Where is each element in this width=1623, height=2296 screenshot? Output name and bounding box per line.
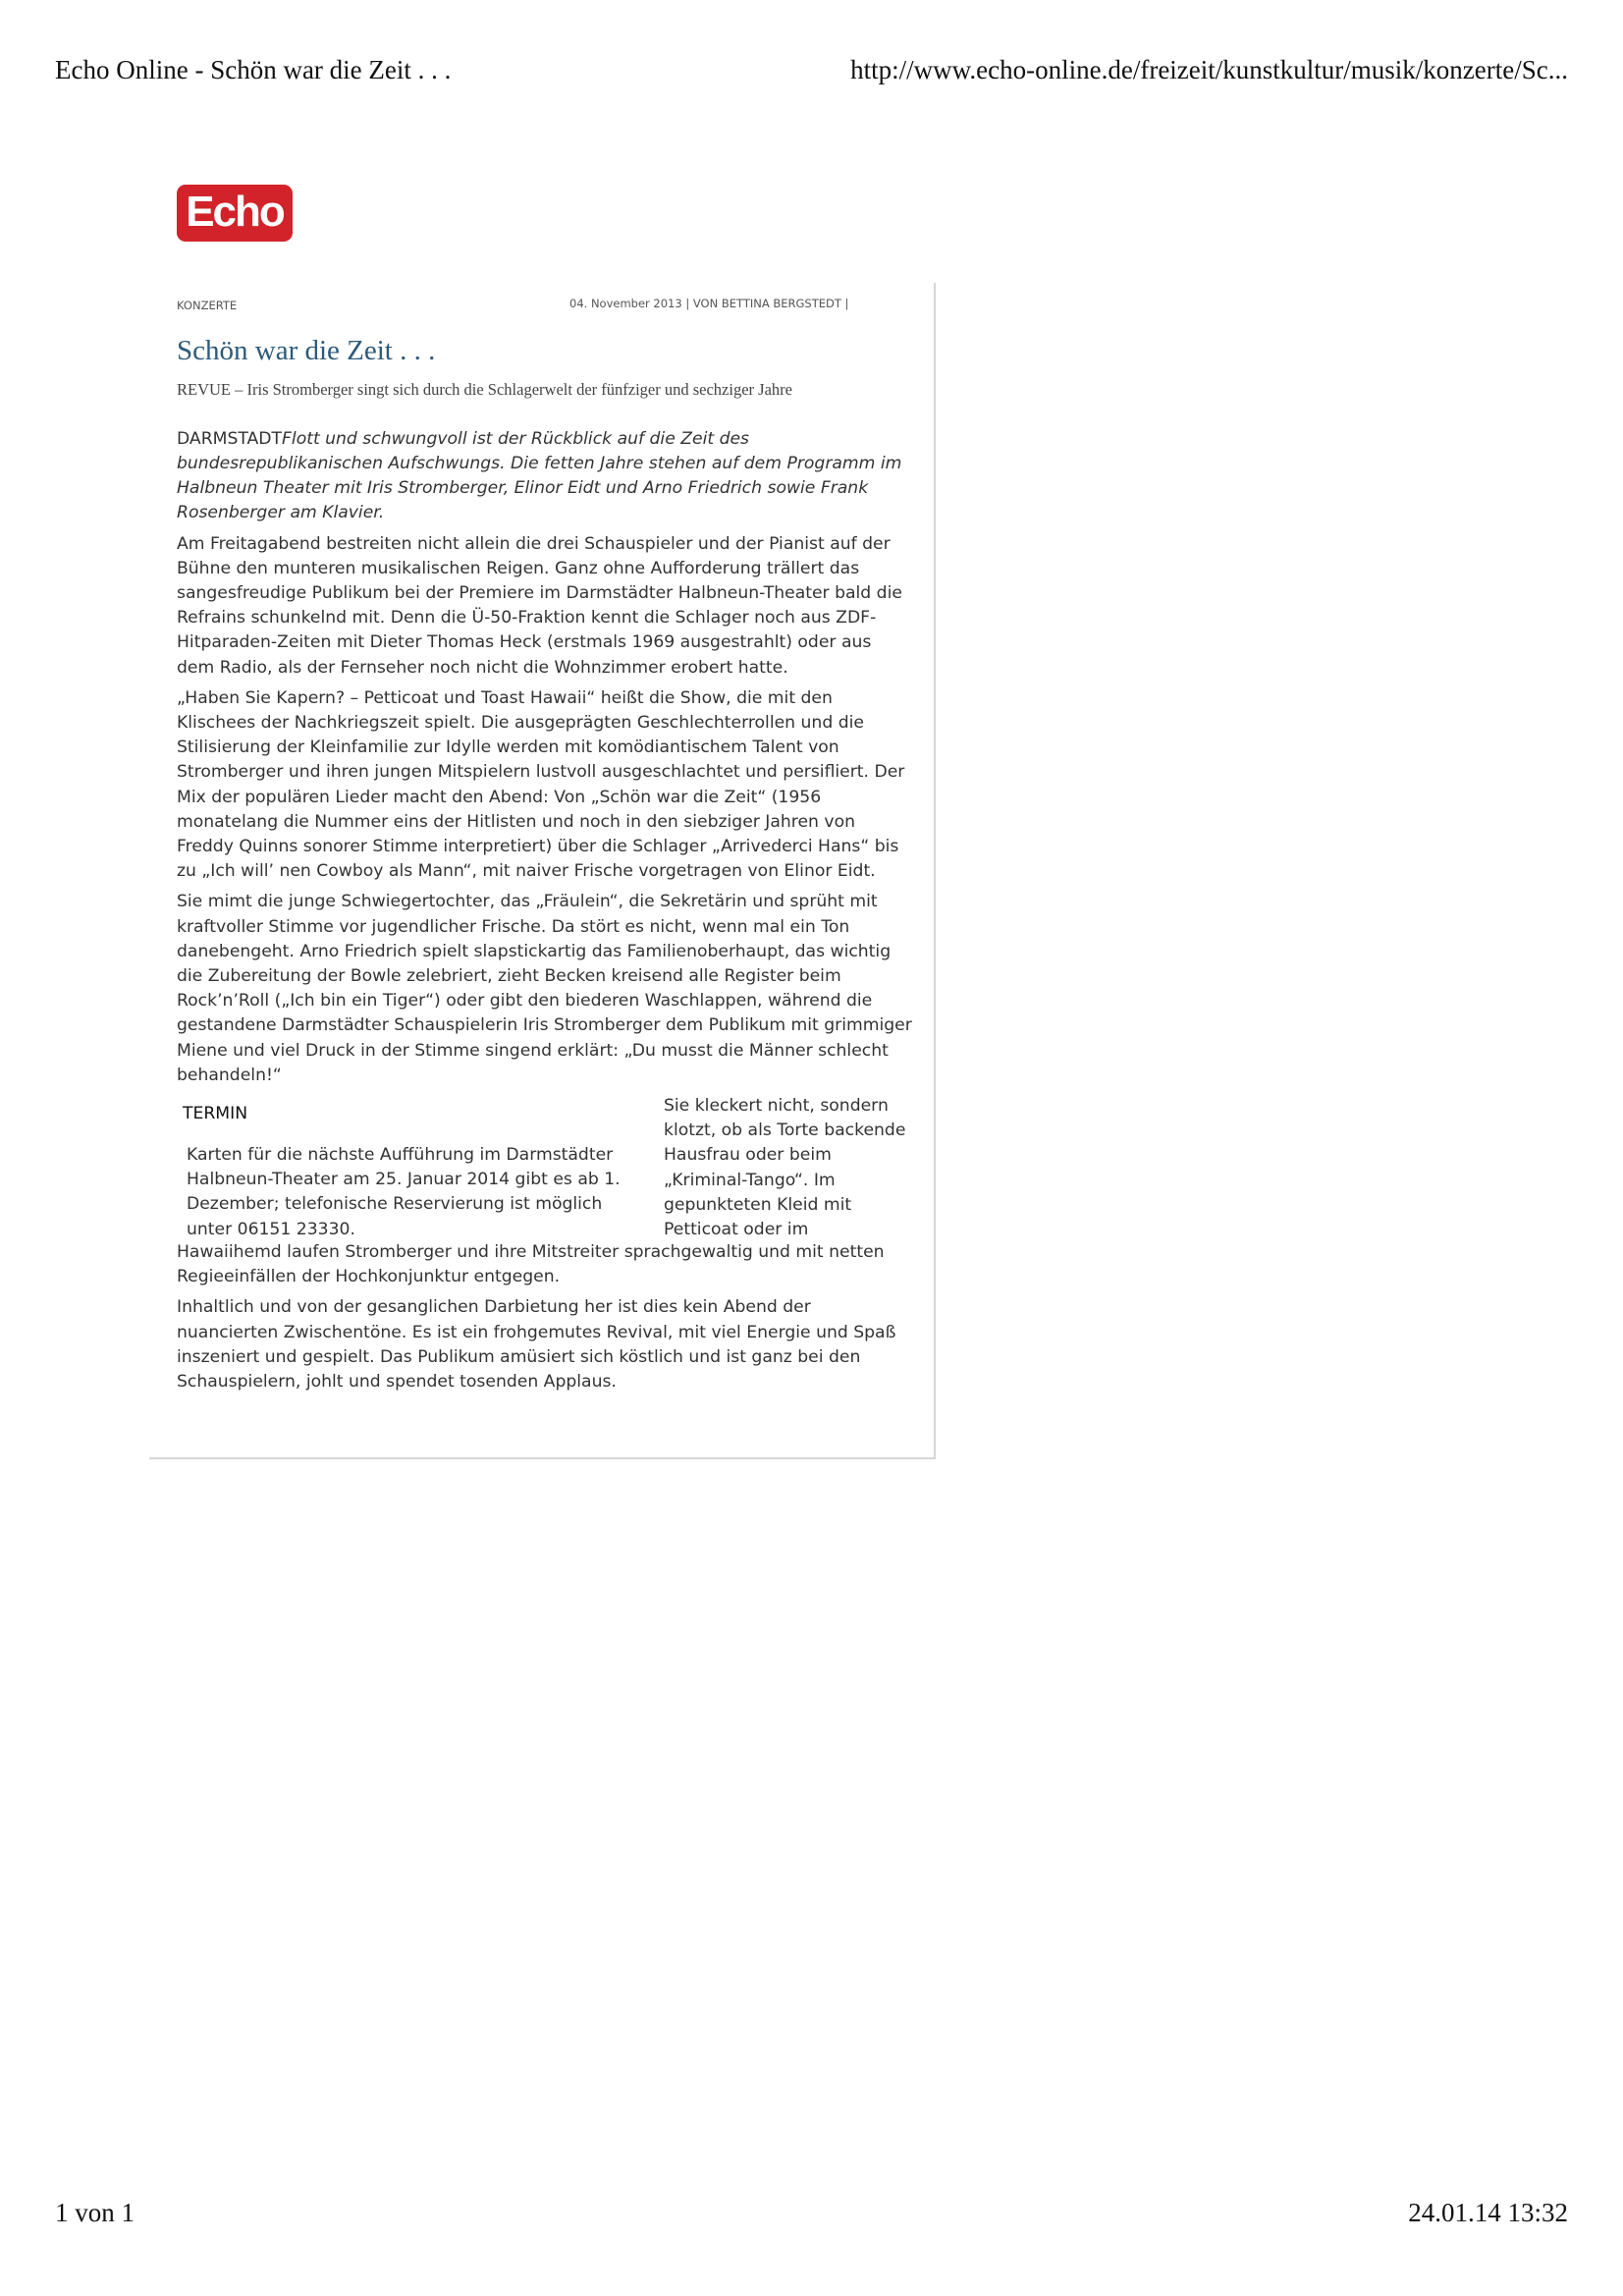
print-footer-page: 1 von 1 bbox=[55, 2198, 135, 2227]
article-paragraph-5: Inhaltlich und von der gesanglichen Darbietung her ist dies kein Abend der nuancierten Zwischentöne. Es ist ein frohgemutes Revival, mit viel Energie und Spaß inszeniert und gespielt. Das Publikum amüsiert sich köstlich und ist ganz bei den Schauspielern, johlt und spendet tosenden Applaus. bbox=[177, 1297, 896, 1393]
article-paragraph-3: Sie mimt die junge Schwiegertochter, das „Fräulein“, die Sekretärin und sprüht mit kraftvoller Stimme vor jugendlicher Frische. Da stört es nicht, wenn mal ein Ton danebengeht. Arno Friedrich spielt slapstickartig das Familienoberhaupt, das wichtig die Zubereitung der Bowle zelebriert, zieht Becken kreisend alle Register beim Rock’n’Roll („Ich bin ein Tiger“) oder gibt den biederen Waschlappen, während die gestandene Darmstädter Schauspielerin Iris Stromberger dem Publikum mit grimmiger Miene und viel Druck in der Stimme singend erklärt: „Du musst die Männer schlecht behandeln!“ bbox=[177, 892, 912, 1085]
termin-section bbox=[177, 1094, 913, 1240]
print-header-title: Echo Online - Schön war die Zeit . . . bbox=[55, 55, 452, 84]
article-container bbox=[149, 283, 936, 1459]
article-paragraph-1: Am Freitagabend bestreiten nicht allein die drei Schauspieler und der Pianist auf der Bühne den munteren musikalischen Reigen. Ganz ohne Aufforderung trällert das sangesfreudige Publikum bei der Premiere im Darmstädter Halbneun-Theater bald die Refrains schunkelnd mit. Denn die Ü-50-Fraktion kennt die Schlager noch aus ZDF-Hitparaden-Zeiten mit Dieter Thomas Heck (erstmals 1969 ausgestrahlt) oder aus dem Radio, als der Fernseher noch nicht die Wohnzimmer erobert hatte. bbox=[177, 533, 902, 678]
article-paragraph-4-end: Hawaiihemd laufen Stromberger und ihre Mitstreiter sprachgewaltig und mit netten Regieeinfällen der Hochkonjunktur entgegen. bbox=[177, 1242, 885, 1287]
article-lead bbox=[177, 427, 913, 526]
termin-title: TERMIN bbox=[183, 1104, 248, 1124]
termin-text: Karten für die nächste Aufführung im Darmstädter Halbneun-Theater am 25. Januar 2014 gibt es ab 1. Dezember; telefonische Reservierung ist möglich unter 06151 23330. bbox=[187, 1145, 621, 1239]
article-category[interactable]: KONZERTE bbox=[177, 299, 238, 312]
article-paragraph-4-start: Sie kleckert nicht, sondern klotzt, ob als Torte backende Hausfrau oder beim „Kriminal-Tango“. Im gepunkteten Kleid mit Petticoat oder im bbox=[664, 1096, 906, 1240]
article-subheadline: REVUE – Iris Stromberger singt sich durch die Schlagerwelt der fünfziger und sechziger Jahre bbox=[177, 379, 792, 399]
article-byline: 04. November 2013 | VON BETTINA BERGSTEDT | bbox=[569, 297, 849, 310]
echo-logo-text: Echo bbox=[186, 187, 284, 236]
print-footer-datetime: 24.01.14 13:32 bbox=[1408, 2198, 1568, 2227]
termin-box bbox=[177, 1094, 658, 1242]
article-content bbox=[177, 283, 913, 1394]
echo-logo[interactable] bbox=[177, 185, 293, 242]
article-dateline: DARMSTADT bbox=[177, 428, 283, 449]
article-lead-text: Flott und schwungvoll ist der Rückblick auf die Zeit des bundesrepublikanischen Aufschwungs. Die fetten Jahre stehen auf dem Programm im Halbneun Theater mit Iris Stromberger, Elinor Eidt und Arno Friedrich sowie Frank Rosenberger am Klavier. bbox=[177, 428, 902, 523]
article-meta bbox=[177, 291, 913, 320]
article-headline: Schön war die Zeit . . . bbox=[177, 335, 436, 366]
print-header-url: http://www.echo-online.de/freizeit/kunstkultur/musik/konzerte/Sc... bbox=[850, 55, 1568, 84]
article-paragraph-2: „Haben Sie Kapern? – Petticoat und Toast Hawaii“ heißt die Show, die mit den Klischees der Nachkriegszeit spielt. Die ausgeprägten Geschlechterrollen und die Stilisierung der Kleinfamilie zur Idylle werden mit komödiantischem Talent von Stromberger und ihren jungen Mitspielern lustvoll ausgeschlachtet und persifliert. Der Mix der populären Lieder macht den Abend: Von „Schön war die Zeit“ (1956 monatelang die Nummer eins der Hitlisten und noch in den siebziger Jahren von Freddy Quinns sonorer Stimme interpretiert) über die Schlager „Arrivederci Hans“ bis zu „Ich will’ nen Cowboy als Mann“, mit naiver Frische vorgetragen von Elinor Eidt. bbox=[177, 687, 905, 882]
